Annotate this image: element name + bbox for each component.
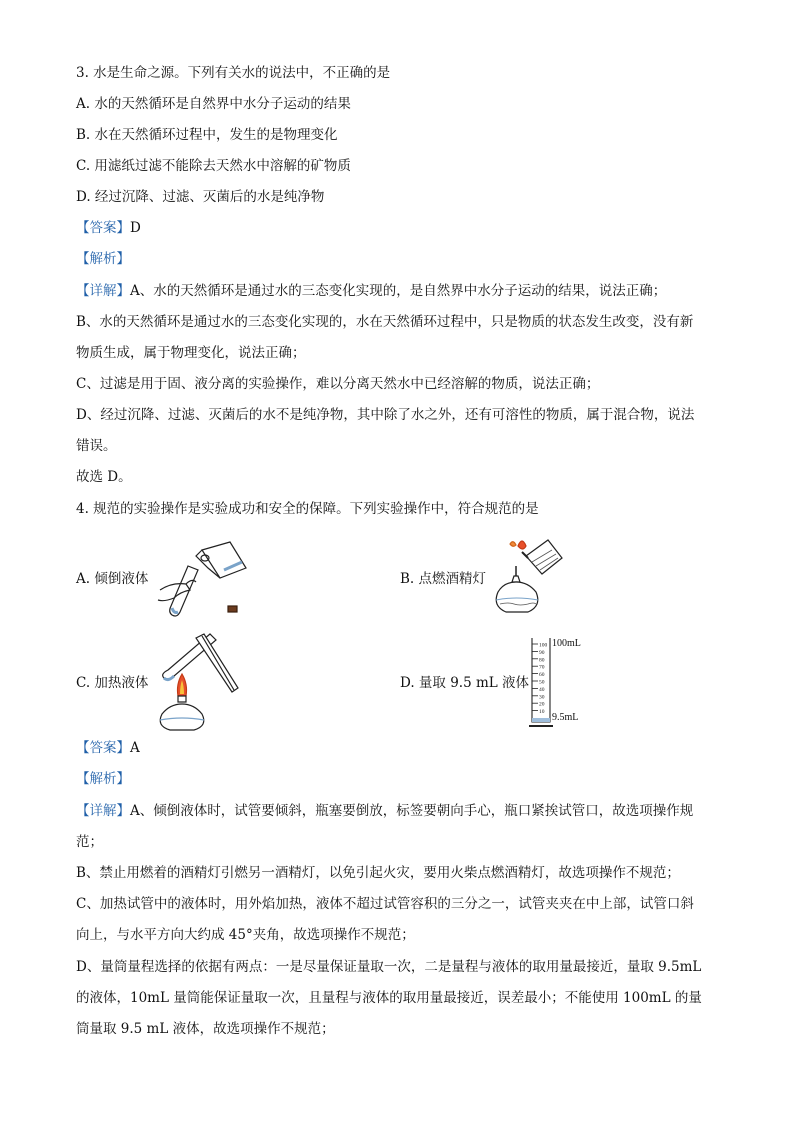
q4-detail-line: 筒量取 9.5 mL 液体，故选项操作不规范； <box>76 1021 335 1037</box>
q3-detail-line: 错误。 <box>76 438 117 454</box>
q3-option-b: B. 水在天然循环过程中，发生的是物理变化 <box>76 127 338 143</box>
q4-analysis-tag: 【解析】 <box>76 771 130 787</box>
cylinder-bottom-label: 9.5mL <box>552 712 579 723</box>
q4-detail-line: 向上，与水平方向大约成 45°夹角，故选项操作不规范； <box>76 927 415 943</box>
cylinder-tick-label: 30 <box>539 694 545 701</box>
q3-option-a: A. 水的天然循环是自然界中水分子运动的结果 <box>76 96 351 112</box>
q3-option-d: D. 经过沉降、过滤、灭菌后的水是纯净物 <box>76 189 325 205</box>
answer-value: A <box>130 740 140 756</box>
q4-detail-line <box>76 802 693 820</box>
cylinder-tick-label: 100 <box>539 642 548 649</box>
answer-tag: 【答案】 <box>76 740 130 756</box>
q4-detail-line: D、量筒量程选择的依据有两点：一是尽量保证量取一次，二是量程与液体的取用量最接近，量取 9.5mL <box>76 959 702 975</box>
cylinder-tick-label: 20 <box>539 701 545 708</box>
cylinder-tick-label: 90 <box>539 649 545 656</box>
q4-detail-line: 范； <box>76 834 103 850</box>
q4-option-a: A. 倾倒液体 <box>76 571 149 587</box>
q3-option-c: C. 用滤纸过滤不能除去天然水中溶解的矿物质 <box>76 158 351 174</box>
pour-liquid-illustration <box>150 538 255 620</box>
cylinder-tick-label: 80 <box>539 657 545 664</box>
q4-detail-line: B、禁止用燃着的酒精灯引燃另一酒精灯，以免引起火灾，要用火柴点燃酒精灯，故选项操作不规范； <box>76 865 680 881</box>
q4-option-c: C. 加热液体 <box>76 675 149 691</box>
q4-option-b: B. 点燃酒精灯 <box>400 571 487 587</box>
light-alcohol-lamp-illustration <box>488 536 566 618</box>
q3-detail-line <box>76 282 666 300</box>
cylinder-top-label: 100mL <box>552 638 581 649</box>
q3-answer <box>76 219 141 237</box>
answer-tag: 【答案】 <box>76 220 130 236</box>
q4-option-d: D. 量取 9.5 mL 液体 <box>400 675 530 691</box>
q4-answer <box>76 739 140 757</box>
cylinder-tick-label: 60 <box>539 672 545 679</box>
q3-stem: 3. 水是生命之源。下列有关水的说法中，不正确的是 <box>76 65 391 81</box>
cylinder-tick-label: 10 <box>539 709 545 716</box>
graduated-cylinder-illustration <box>528 634 612 730</box>
cylinder-tick-label: 50 <box>539 679 545 686</box>
answer-value: D <box>130 220 141 236</box>
detail-tag: 【详解】 <box>76 803 130 819</box>
detail-tag: 【详解】 <box>76 283 130 299</box>
q3-conclusion: 故选 D。 <box>76 469 132 485</box>
q4-stem: 4. 规范的实验操作是实验成功和安全的保障。下列实验操作中，符合规范的是 <box>76 501 539 517</box>
q3-detail-line: B、水的天然循环是通过水的三态变化实现的，水在天然循环过程中，只是物质的状态发生改变，没有新 <box>76 314 694 330</box>
q3-detail-line: C、过滤是用于固、液分离的实验操作，难以分离天然水中已经溶解的物质，说法正确； <box>76 376 600 392</box>
detail-text: A、倾倒液体时，试管要倾斜，瓶塞要倒放，标签要朝向手心，瓶口紧挨试管口，故选项操作规 <box>130 803 694 819</box>
q3-detail-line: 物质生成，属于物理变化，说法正确； <box>76 345 306 361</box>
cylinder-tick-label: 70 <box>539 664 545 671</box>
cylinder-tick-label: 40 <box>539 686 545 693</box>
q3-analysis-tag: 【解析】 <box>76 251 130 267</box>
detail-text: A、水的天然循环是通过水的三态变化实现的，是自然界中水分子运动的结果，说法正确； <box>130 283 667 299</box>
q4-detail-line: 的液体，10mL 量筒能保证量取一次，且量程与液体的取用量最接近，误差最小；不能使用 100mL 的量 <box>76 990 702 1006</box>
heat-liquid-illustration <box>150 630 242 732</box>
q4-detail-line: C、加热试管中的液体时，用外焰加热，液体不超过试管容积的三分之一，试管夹夹在中上部，试管口斜 <box>76 896 694 912</box>
q3-detail-line: D、经过沉降、过滤、灭菌后的水不是纯净物，其中除了水之外，还有可溶性的物质，属于混合物，说法 <box>76 407 695 423</box>
